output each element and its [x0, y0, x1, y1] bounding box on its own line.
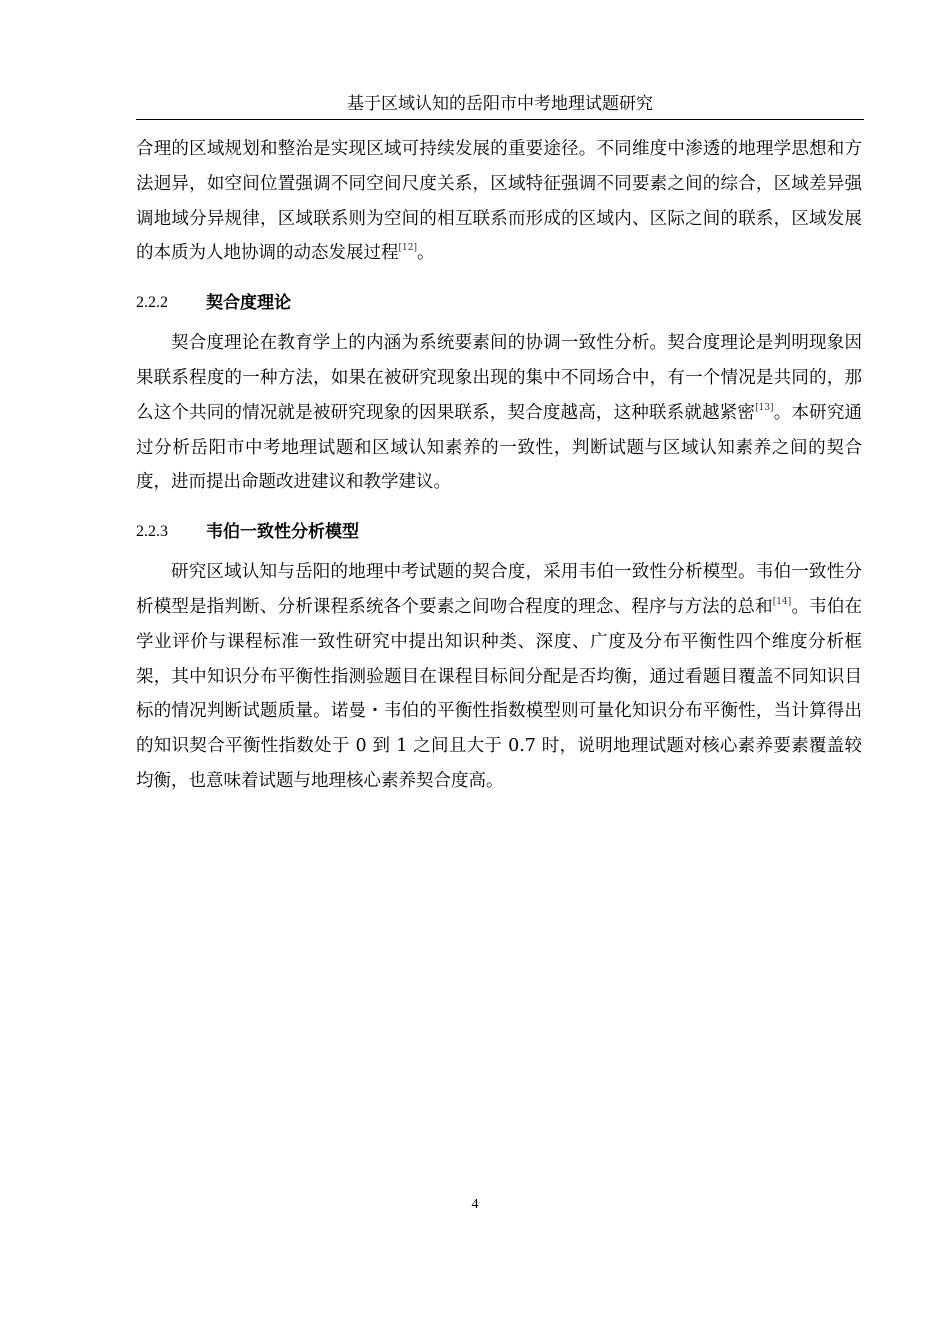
- section-title: 韦伯一致性分析模型: [206, 522, 359, 543]
- paragraph-text: 合理的区域规划和整治是实现区域可持续发展的重要途径。不同维度中渗透的地理学思想和方法迥异，如空间位置强调不同空间尺度关系，区域特征强调不同要素之间的综合，区域差异强调地域分异规律，区域联系则为空间的相互联系而形成的区域内、区际之间的联系，区域发展的本质为人地协调的动态发展过程: [136, 139, 862, 264]
- section-title: 契合度理论: [206, 293, 291, 314]
- paragraph-text-continued: 。本研究通过分析岳阳市中考地理试题和区域认知素养的一致性，判断试题与区域认知素养之间的契合度，进而提出命题改进建议和教学建议。: [136, 402, 863, 493]
- section-heading-2-2-2: [136, 291, 862, 315]
- body-paragraph-3: [136, 555, 862, 799]
- paragraph-end: 。: [416, 243, 435, 264]
- paragraph-text: 研究区域认知与岳阳的地理中考试题的契合度，采用韦伯一致性分析模型。韦伯一致性分析模型是指判断、分析课程系统各个要素之间吻合程度的理念、程序与方法的总和: [136, 562, 862, 617]
- section-heading-2-2-3: [136, 520, 862, 544]
- body-paragraph-1: [136, 132, 862, 271]
- citation-13[interactable]: [13]: [755, 402, 774, 413]
- paragraph-text-continued: 。韦伯在学业评价与课程标准一致性研究中提出知识种类、深度、广度及分布平衡性四个维度分析框架，其中知识分布平衡性指测验题目在课程目标间分配是否均衡，通过看题目覆盖不同知识目标的情况判断试题质量。诺曼・韦伯的平衡性指数模型则可量化知识分布平衡性，当计算得出的知识契合平衡性指数处于 0 到 1 之间且大于 0.7 时，说明地理试题对核心素养要素覆盖较均衡，也意味着试题与地理核心素养契合度高。: [136, 596, 863, 791]
- section-number: 2.2.2: [136, 294, 168, 312]
- page-number: 4: [471, 1197, 479, 1212]
- section-number: 2.2.3: [136, 523, 168, 541]
- paragraph-text: 契合度理论在教育学上的内涵为系统要素间的协调一致性分析。契合度理论是判明现象因果联系程度的一种方法，如果在被研究现象出现的集中不同场合中，有一个情况是共同的，那么这个共同的情况就是被研究现象的因果联系，契合度越高，这种联系就越紧密: [136, 333, 862, 423]
- citation-14[interactable]: [14]: [772, 596, 792, 607]
- running-header: 基于区域认知的岳阳市中考地理试题研究: [136, 92, 864, 120]
- body-paragraph-2: [136, 326, 862, 500]
- page-body: [136, 132, 862, 799]
- citation-12[interactable]: [12]: [398, 243, 417, 254]
